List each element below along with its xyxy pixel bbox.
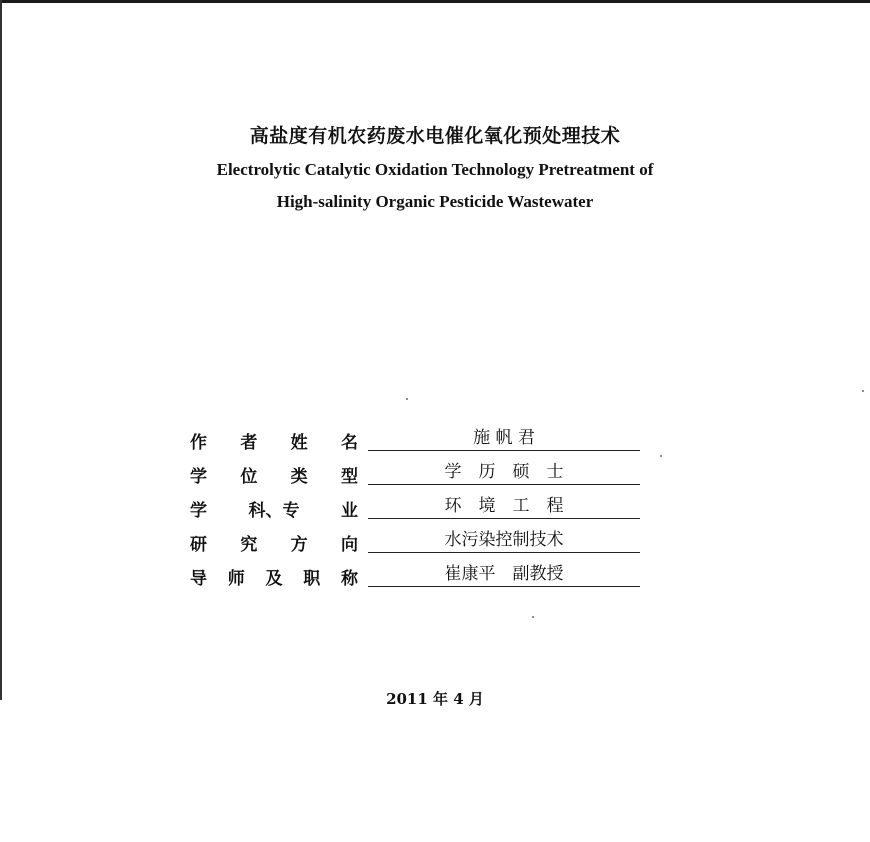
info-row-degree-type	[190, 462, 650, 496]
scan-edge-top	[0, 0, 870, 3]
info-row-major	[190, 496, 650, 530]
label-char: 向	[340, 535, 358, 555]
label-char: 导	[190, 569, 207, 589]
scan-speck	[532, 616, 534, 618]
scan-edge-left	[0, 0, 2, 700]
label-char: 业	[341, 501, 358, 521]
label-char: 称	[341, 569, 358, 589]
thesis-title-english-line2: High-salinity Organic Pesticide Wastewater	[276, 192, 594, 211]
info-row-author	[190, 428, 650, 462]
info-value: 崔康平 副教授	[368, 564, 640, 587]
info-row-supervisor	[190, 564, 650, 598]
label-char: 作	[190, 433, 207, 453]
author-info-table	[190, 428, 650, 598]
info-value: 学 历 硕 士	[368, 462, 640, 485]
label-char: 科、专	[248, 501, 300, 521]
thesis-title-english-line1: Electrolytic Catalytic Oxidation Technology Pretreatment of	[216, 160, 654, 179]
label-char: 者	[240, 433, 258, 453]
label-char: 方	[290, 535, 308, 555]
info-label	[190, 564, 358, 589]
thesis-title-chinese: 高盐度有机农药废水电催化氧化预处理技术	[249, 125, 621, 147]
label-char: 学	[190, 467, 207, 487]
label-char: 师	[227, 569, 245, 589]
info-label	[190, 496, 358, 521]
scan-speck	[862, 390, 864, 392]
info-label	[190, 428, 358, 453]
info-value: 施 帆 君	[368, 428, 640, 451]
info-value: 环 境 工 程	[368, 496, 640, 519]
scan-speck	[660, 455, 662, 457]
scan-speck	[406, 398, 408, 400]
label-char: 究	[240, 535, 258, 555]
submission-date: 2011 年 4 月	[386, 690, 484, 708]
label-char: 职	[303, 569, 321, 589]
info-value: 水污染控制技术	[368, 530, 640, 553]
label-char: 及	[265, 569, 283, 589]
info-label	[190, 462, 358, 487]
label-char: 姓	[290, 433, 308, 453]
label-char: 位	[240, 467, 258, 487]
label-char: 名	[340, 433, 358, 453]
info-row-research-direction	[190, 530, 650, 564]
label-char: 类	[290, 467, 308, 487]
info-label	[190, 530, 358, 555]
label-char: 型	[340, 467, 358, 487]
label-char: 学	[190, 501, 207, 521]
label-char: 研	[190, 535, 207, 555]
